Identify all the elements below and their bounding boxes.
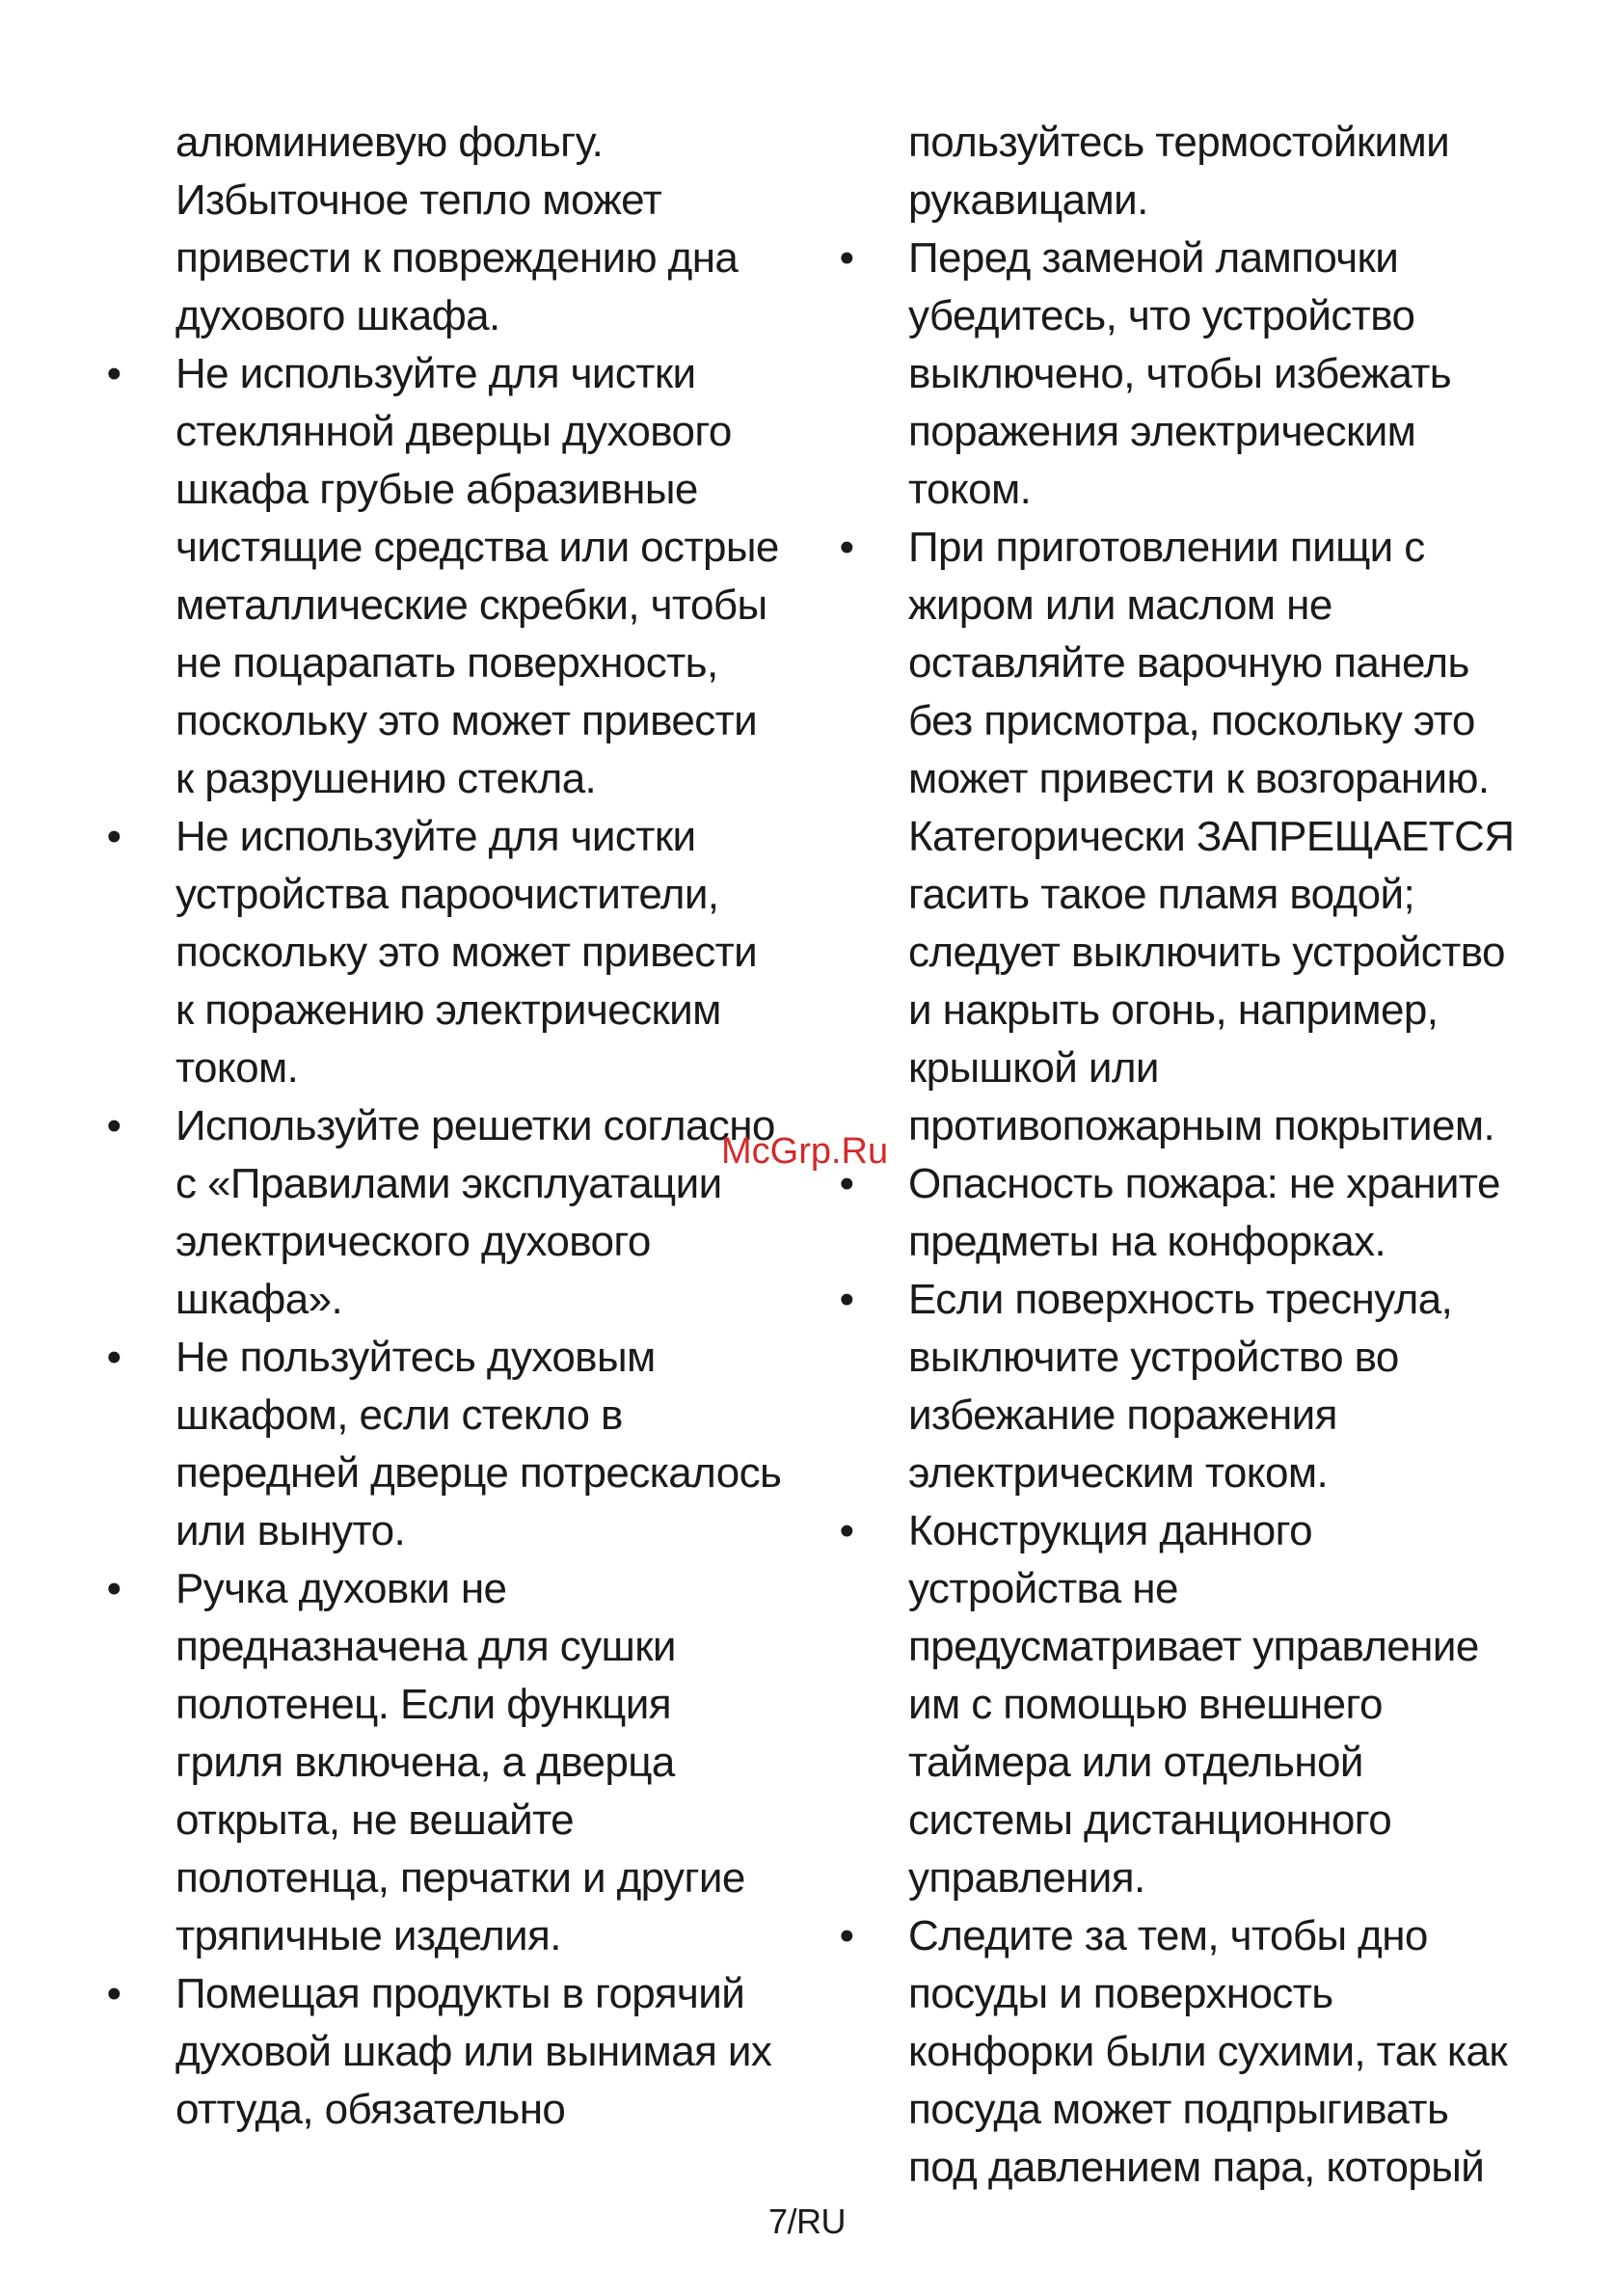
bullet-icon: • <box>839 1160 854 1207</box>
text-line <box>104 1445 808 1502</box>
text-line <box>837 1618 1550 1676</box>
line-text: Если поверхность треснула, <box>908 1276 1453 1323</box>
line-text: предусматривает управление <box>908 1623 1479 1670</box>
line-text: Категорически ЗАПРЕЩАЕТСЯ <box>908 813 1515 860</box>
text-line <box>104 1792 808 1850</box>
text-line <box>104 1850 808 1907</box>
watermark: McGrp.Ru <box>721 1131 889 1172</box>
text-line <box>104 577 808 635</box>
bullet-icon: • <box>106 1565 121 1612</box>
line-text: оставляйте варочную панель <box>908 639 1469 687</box>
text-line <box>837 345 1550 403</box>
text-line <box>837 808 1550 866</box>
line-text: без присмотра, поскольку это <box>908 697 1475 744</box>
line-text: Помещая продукты в горячий <box>175 1970 745 2017</box>
line-text: устройства пароочистители, <box>175 871 719 918</box>
line-text: Избыточное тепло может <box>175 176 662 224</box>
text-line <box>837 172 1550 230</box>
line-text: полотенца, перчатки и другие <box>175 1854 745 1902</box>
line-text: шкафом, если стекло в <box>175 1391 623 1439</box>
text-line <box>104 172 808 230</box>
text-line <box>837 924 1550 982</box>
bullet-icon: • <box>106 350 121 397</box>
line-text: жиром или маслом не <box>908 581 1332 629</box>
text-line <box>837 114 1550 172</box>
line-text: предметы на конфорках. <box>908 1218 1386 1265</box>
text-line <box>837 1502 1550 1560</box>
line-text: избежание поражения <box>908 1391 1337 1439</box>
bullet-icon: • <box>106 1970 121 2017</box>
line-text: им с помощью внешнего <box>908 1681 1383 1728</box>
line-text: током. <box>175 1044 299 1092</box>
text-line <box>104 230 808 287</box>
text-line <box>837 1097 1550 1155</box>
line-text: устройства не <box>908 1565 1178 1612</box>
bullet-icon: • <box>839 234 854 282</box>
line-text: или вынуто. <box>175 1507 406 1554</box>
line-text: рукавицами. <box>908 176 1148 224</box>
line-text: Следите за тем, чтобы дно <box>908 1912 1428 1959</box>
text-line <box>104 692 808 750</box>
text-line <box>837 1907 1550 1965</box>
line-text: крышкой или <box>908 1044 1159 1092</box>
bullet-icon: • <box>106 813 121 860</box>
line-text: пользуйтесь термостойкими <box>908 119 1450 166</box>
text-line <box>837 287 1550 345</box>
page-number: 7/RU <box>767 2201 847 2241</box>
line-text: Используйте решетки согласно <box>175 1102 775 1149</box>
bullet-icon: • <box>839 1276 854 1323</box>
text-line <box>104 1271 808 1329</box>
line-text: поражения электрическим <box>908 408 1416 455</box>
line-text: передней дверце потрескалось <box>175 1449 782 1497</box>
text-line <box>104 2023 808 2081</box>
line-text: выключите устройство во <box>908 1334 1399 1381</box>
right-column <box>837 114 1550 2197</box>
line-text: поскольку это может привести <box>175 929 758 976</box>
line-text: полотенец. Если функция <box>175 1681 671 1728</box>
text-line <box>104 1676 808 1734</box>
text-line <box>837 230 1550 287</box>
text-line <box>837 1850 1550 1907</box>
text-line <box>837 1445 1550 1502</box>
text-line <box>837 1040 1550 1097</box>
line-text: может привести к возгоранию. <box>908 755 1490 802</box>
bullet-icon: • <box>106 1334 121 1381</box>
line-text: к разрушению стекла. <box>175 755 597 802</box>
text-line <box>104 1387 808 1445</box>
line-text: Перед заменой лампочки <box>908 234 1399 282</box>
line-text: следует выключить устройство <box>908 929 1505 976</box>
text-line <box>837 1387 1550 1445</box>
text-line <box>104 345 808 403</box>
line-text: системы дистанционного <box>908 1796 1392 1844</box>
text-line <box>104 461 808 519</box>
text-line <box>104 1965 808 2023</box>
text-line <box>837 1560 1550 1618</box>
line-text: При приготовлении пищи с <box>908 524 1425 571</box>
bullet-icon: • <box>839 1507 854 1554</box>
line-text: посуда может подпрыгивать <box>908 2086 1449 2133</box>
line-text: электрического духового <box>175 1218 651 1265</box>
text-line <box>837 1676 1550 1734</box>
text-line <box>837 692 1550 750</box>
text-line <box>837 635 1550 692</box>
text-line <box>837 519 1550 577</box>
text-line <box>104 403 808 461</box>
line-text: шкафа грубые абразивные <box>175 466 698 513</box>
text-line <box>837 982 1550 1040</box>
line-text: металлические скребки, чтобы <box>175 581 767 629</box>
text-line <box>104 1502 808 1560</box>
text-line <box>837 2139 1550 2197</box>
line-text: оттуда, обязательно <box>175 2086 566 2133</box>
text-line <box>104 635 808 692</box>
text-line <box>104 519 808 577</box>
text-line <box>837 1965 1550 2023</box>
text-line <box>104 866 808 924</box>
text-line <box>104 287 808 345</box>
text-line <box>837 1155 1550 1213</box>
bullet-icon: • <box>106 1102 121 1149</box>
line-text: Ручка духовки не <box>175 1565 507 1612</box>
line-text: стеклянной дверцы духового <box>175 408 732 455</box>
text-line <box>104 1097 808 1155</box>
line-text: чистящие средства или острые <box>175 524 779 571</box>
text-line <box>104 982 808 1040</box>
line-text: Не пользуйтесь духовым <box>175 1334 656 1381</box>
text-line <box>837 2023 1550 2081</box>
text-line <box>837 1271 1550 1329</box>
bullet-icon: • <box>839 524 854 571</box>
line-text: электрическим током. <box>908 1449 1329 1497</box>
line-text: поскольку это может привести <box>175 697 758 744</box>
line-text: управления. <box>908 1854 1145 1902</box>
line-text: посуды и поверхность <box>908 1970 1333 2017</box>
text-line <box>104 1618 808 1676</box>
line-text: убедитесь, что устройство <box>908 292 1415 339</box>
line-text: шкафа». <box>175 1276 343 1323</box>
text-line <box>837 461 1550 519</box>
text-line <box>104 114 808 172</box>
text-line <box>837 750 1550 808</box>
text-line <box>837 1329 1550 1387</box>
text-line <box>104 750 808 808</box>
text-line <box>104 1329 808 1387</box>
text-line <box>104 2081 808 2139</box>
line-text: гриля включена, а дверца <box>175 1739 675 1786</box>
line-text: таймера или отдельной <box>908 1739 1363 1786</box>
line-text: духовой шкаф или вынимая их <box>175 2028 772 2075</box>
text-line <box>837 2081 1550 2139</box>
line-text: к поражению электрическим <box>175 986 721 1034</box>
line-text: и накрыть огонь, например, <box>908 986 1439 1034</box>
line-text: не поцарапать поверхность, <box>175 639 718 687</box>
left-column <box>104 114 808 2139</box>
text-line <box>104 1040 808 1097</box>
bullet-icon: • <box>839 1912 854 1959</box>
text-line <box>837 403 1550 461</box>
text-line <box>837 577 1550 635</box>
text-line <box>837 866 1550 924</box>
line-text: Конструкция данного <box>908 1507 1312 1554</box>
line-text: выключено, чтобы избежать <box>908 350 1452 397</box>
text-line <box>104 1907 808 1965</box>
text-line <box>837 1792 1550 1850</box>
line-text: привести к повреждению дна <box>175 234 739 282</box>
line-text: противопожарным покрытием. <box>908 1102 1495 1149</box>
text-line <box>837 1734 1550 1792</box>
line-text: током. <box>908 466 1032 513</box>
line-text: Не используйте для чистки <box>175 813 696 860</box>
line-text: с «Правилами эксплуатации <box>175 1160 722 1207</box>
text-line <box>104 808 808 866</box>
line-text: Опасность пожара: не храните <box>908 1160 1500 1207</box>
text-line <box>104 1213 808 1271</box>
text-line <box>104 1560 808 1618</box>
line-text: алюминиевую фольгу. <box>175 119 604 166</box>
text-line <box>104 1734 808 1792</box>
text-line <box>104 924 808 982</box>
line-text: Не используйте для чистки <box>175 350 696 397</box>
text-line <box>104 1155 808 1213</box>
line-text: тряпичные изделия. <box>175 1912 561 1959</box>
line-text: под давлением пара, который <box>908 2144 1485 2191</box>
line-text: духового шкафа. <box>175 292 500 339</box>
text-line <box>837 1213 1550 1271</box>
line-text: предназначена для сушки <box>175 1623 676 1670</box>
line-text: гасить такое пламя водой; <box>908 871 1415 918</box>
line-text: открыта, не вешайте <box>175 1796 575 1844</box>
line-text: конфорки были сухими, так как <box>908 2028 1508 2075</box>
